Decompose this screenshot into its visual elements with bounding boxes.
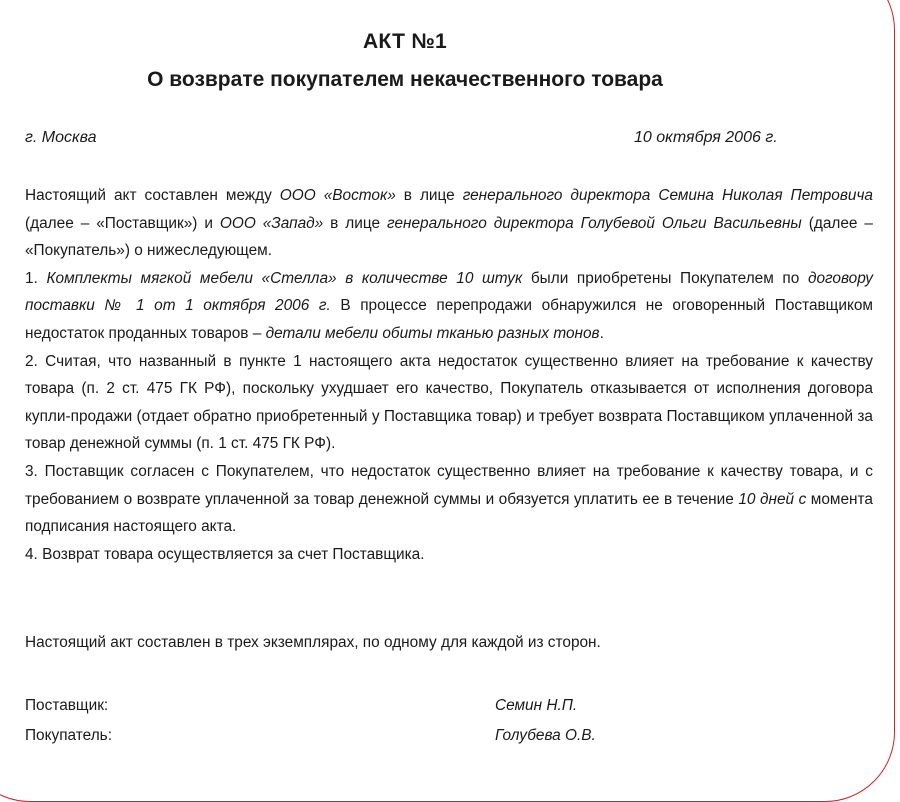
- supplier-representative: генерального директора Семина Николая Петровича: [462, 187, 873, 204]
- clause-text: .: [599, 324, 604, 342]
- intro-text: (далее – «Покупатель») о нижеследующем.: [25, 214, 873, 260]
- buyer-representative: генерального директора Голубевой Ольги Васильевны: [387, 214, 802, 232]
- buyer-signature-label: Покупатель:: [25, 727, 112, 744]
- clause-3: [25, 458, 873, 541]
- supplier-company: ООО «Восток»: [279, 187, 396, 204]
- contract-reference: договору поставки № 1 от 1 октября 2006 г.: [25, 269, 873, 315]
- document-city: г. Москва: [25, 129, 97, 146]
- document-date: 10 октября 2006 г.: [634, 129, 778, 146]
- clause-number: 1.: [25, 269, 47, 287]
- clause-1: [25, 265, 873, 348]
- clause-2: 2. Считая, что названный в пункте 1 настоящего акта недостаток существенно влияет на требование к качеству товара (п. 2 ст. 475 ГК РФ), поскольку ухудшает его качество, Покупатель отказывается от исполнения договора купли-продажи (отдает обратно приобретенный у Поставщика товар) и требует возврата Поставщиком уплаченной за товар денежной суммы (п. 1 ст. 475 ГК РФ).: [25, 352, 873, 453]
- supplier-signature-label: Поставщик:: [25, 697, 109, 714]
- defect-description: детали мебели обиты тканью разных тонов: [265, 324, 600, 342]
- closing-statement: Настоящий акт составлен в трех экземплярах, по одному для каждой из сторон.: [25, 634, 601, 651]
- goods-description: Комплекты мягкой мебели «Стелла» в количестве 10 штук: [46, 269, 523, 287]
- clause-text: В процессе перепродажи обнаружился не оговоренный Поставщиком недостаток проданных товаров –: [25, 297, 873, 342]
- document-title: АКТ №1: [362, 30, 448, 53]
- clause-text: были приобретены Покупателем по: [522, 269, 808, 287]
- intro-text: в лице: [395, 187, 463, 204]
- buyer-signature-name: Голубева О.В.: [495, 727, 596, 744]
- payment-term: 10 дней с: [738, 490, 807, 508]
- clause-4: 4. Возврат товара осуществляется за счет Поставщика.: [25, 545, 425, 563]
- supplier-signature-name: Семин Н.П.: [495, 697, 578, 714]
- intro-paragraph: [25, 182, 873, 265]
- intro-text: (далее – «Поставщик») и: [25, 214, 220, 232]
- clause-text: 3. Поставщик согласен с Покупателем, что недостаток существенно влияет на требование к качеству товара, и с требованием о возврате уплаченной за товар денежной суммы и обязуется уплатить ее в течение: [25, 462, 873, 508]
- document-subtitle: О возврате покупателем некачественного товара: [147, 68, 663, 91]
- document-body: [25, 182, 873, 568]
- clause-text: момента подписания настоящего акта.: [25, 490, 873, 536]
- intro-text: в лице: [323, 214, 388, 232]
- buyer-company: ООО «Запад»: [219, 214, 324, 232]
- intro-text: Настоящий акт составлен между: [25, 187, 280, 204]
